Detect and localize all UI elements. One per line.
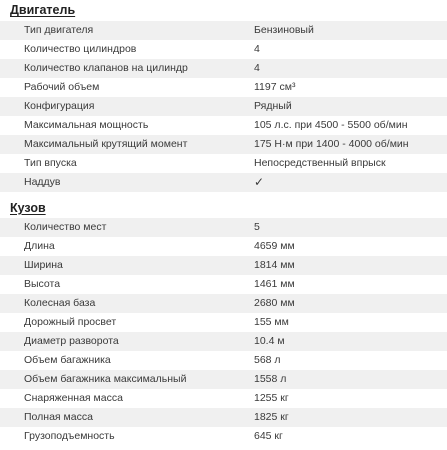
spec-label: Конфигурация xyxy=(24,100,95,112)
spec-label: Тип впуска xyxy=(24,157,77,169)
spec-row-trunk-volume xyxy=(0,351,447,370)
body-section-title: Кузов xyxy=(10,201,46,215)
spec-value: 1461 мм xyxy=(254,278,295,290)
spec-value: 1255 кг xyxy=(254,392,289,404)
spec-label: Полная масса xyxy=(24,411,93,423)
spec-row-length xyxy=(0,237,447,256)
spec-row-payload xyxy=(0,427,447,446)
spec-value: 155 мм xyxy=(254,316,289,328)
spec-row-cylinders xyxy=(0,40,447,59)
spec-value: Рядный xyxy=(254,100,292,112)
spec-label: Дорожный просвет xyxy=(24,316,117,328)
spec-label: Количество цилиндров xyxy=(24,43,137,55)
checkmark-icon: ✓ xyxy=(254,175,265,189)
spec-row-trunk-volume-max xyxy=(0,370,447,389)
spec-label: Рабочий объем xyxy=(24,81,100,93)
spec-value: 10.4 м xyxy=(254,335,285,347)
spec-label: Высота xyxy=(24,278,61,290)
engine-spec-list xyxy=(0,21,447,192)
spec-row-ground-clearance xyxy=(0,313,447,332)
spec-value: Непосредственный впрыск xyxy=(254,157,386,169)
spec-label: Объем багажника xyxy=(24,354,111,366)
body-spec-list xyxy=(0,218,447,446)
spec-value: 4 xyxy=(254,62,260,74)
spec-row-curb-weight xyxy=(0,389,447,408)
spec-value: 105 л.с. при 4500 - 5500 об/мин xyxy=(254,119,408,131)
spec-value: 5 xyxy=(254,221,260,233)
spec-label: Снаряженная масса xyxy=(24,392,123,404)
engine-section-title: Двигатель xyxy=(10,3,76,17)
spec-row-seats xyxy=(0,218,447,237)
spec-label: Максимальный крутящий момент xyxy=(24,138,188,150)
spec-value: 1814 мм xyxy=(254,259,295,271)
spec-row-max-power xyxy=(0,116,447,135)
spec-row-height xyxy=(0,275,447,294)
spec-value: 2680 мм xyxy=(254,297,295,309)
spec-value: 1825 кг xyxy=(254,411,289,423)
spec-value: 4 xyxy=(254,43,260,55)
spec-value: Бензиновый xyxy=(254,24,314,36)
spec-row-intake-type xyxy=(0,154,447,173)
spec-label: Диаметр разворота xyxy=(24,335,119,347)
spec-value: 568 л xyxy=(254,354,281,366)
spec-value: 175 Н·м при 1400 - 4000 об/мин xyxy=(254,138,409,150)
spec-label: Грузоподъемность xyxy=(24,430,115,442)
spec-label: Количество клапанов на цилиндр xyxy=(24,62,188,74)
spec-row-configuration xyxy=(0,97,447,116)
spec-row-displacement xyxy=(0,78,447,97)
spec-value: 1197 см³ xyxy=(254,81,296,93)
spec-label: Колесная база xyxy=(24,297,96,309)
spec-row-gross-weight xyxy=(0,408,447,427)
spec-value: 645 кг xyxy=(254,430,283,442)
spec-label: Объем багажника максимальный xyxy=(24,373,187,385)
body-section xyxy=(0,199,447,446)
spec-value: 1558 л xyxy=(254,373,287,385)
spec-row-engine-type xyxy=(0,21,447,40)
spec-row-valves xyxy=(0,59,447,78)
spec-label: Длина xyxy=(24,240,55,252)
spec-row-turbo xyxy=(0,173,447,192)
spec-value: 4659 мм xyxy=(254,240,295,252)
spec-label: Максимальная мощность xyxy=(24,119,149,131)
spec-row-wheelbase xyxy=(0,294,447,313)
spec-label: Ширина xyxy=(24,259,63,271)
spec-row-width xyxy=(0,256,447,275)
spec-row-max-torque xyxy=(0,135,447,154)
spec-row-turning-diameter xyxy=(0,332,447,351)
spec-label: Количество мест xyxy=(24,221,107,233)
spec-label: Наддув xyxy=(24,176,61,188)
engine-section xyxy=(0,1,447,192)
spec-label: Тип двигателя xyxy=(24,24,94,36)
